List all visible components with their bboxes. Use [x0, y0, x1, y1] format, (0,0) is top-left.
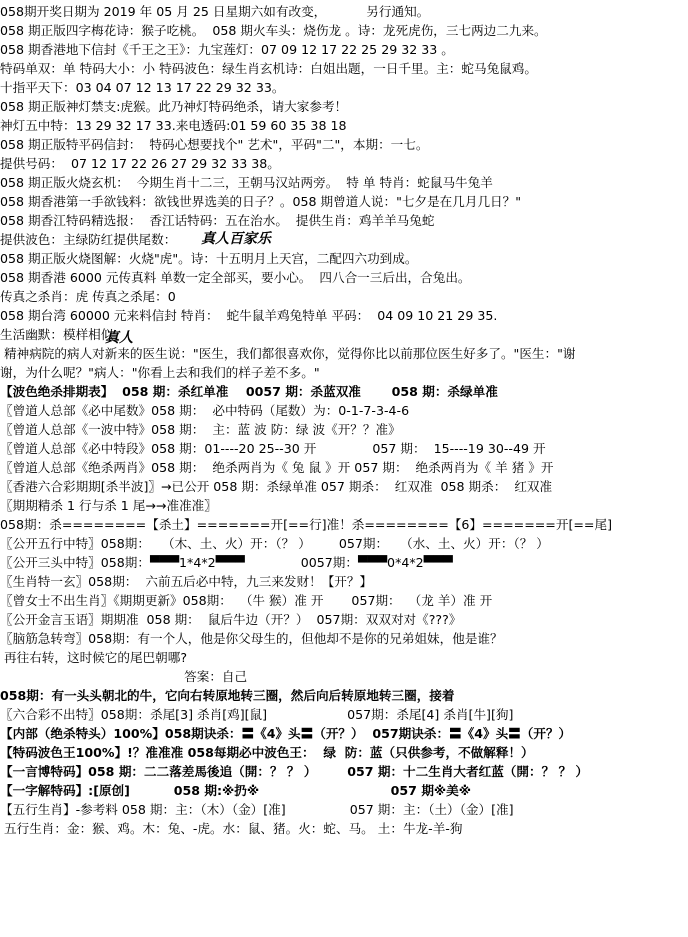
hk-envelope-line: 058 期香港地下信封《千王之王》：九宝莲灯：07 09 12 17 22 25 29 32 33 。: [0, 42, 454, 57]
wave-color-line: 提供波色：主绿防红提供尾数：: [0, 232, 177, 247]
first-hand-line: 058 期香港第一手欲钱料：欲钱世界选美的日子？。058 期曾道人说："七夕是在几月几日？": [0, 194, 522, 209]
element-mapping-line: 五行生肖：金：猴、鸡。木：兔、-虎。水：鼠、猪。火：蛇、马。 土：牛龙-羊-狗: [0, 821, 463, 836]
cow-riddle-line: 058期：有一头头朝北的牛，它向右转原地转三圈，然后向后转原地转三圈，接着: [0, 688, 455, 703]
plum-poem-line: 058 期正版四字梅花诗：猴子吃桃。 058 期火车头：烧伤龙 。诗：龙死虎伤，三七两边二九来。: [0, 23, 547, 38]
draw-date-line: 058期开奖日期为 2019 年 05 月 25 日星期六如有改变， 另行通知。: [0, 4, 430, 19]
five-elements-line: 〖公开五行中特〗058期： （木、土、火）开：（？ ） 057期： （水、土、火）开：（？ ）: [0, 536, 549, 551]
internal-kill-head-line: 【内部（绝杀特头）100%】058期诀杀：〓《4》头〓（开？） 057期诀杀：〓《4》头〓（开？）: [0, 726, 572, 741]
envelope-riddle-line: 058 期正版特平码信封： 特码心想要找个" 艺术"，平码"二"，本期：一七。: [0, 137, 429, 152]
five-element-zodiac-line: 【五行生肖】-参考料 058 期：主：（木）（金）[准] 057 期：主：（土）（金）[准]: [0, 802, 514, 817]
brain-teaser-line: 〖脑筋急转弯〗058期：有一个人，他是你父母生的，但他却不是你的兄弟姐妹，他是谁？: [0, 631, 503, 646]
fire-illustration-line: 058 期正版火烧图解：火烧"虎"。诗：十五明月上天宫，二配四六功到成。: [0, 251, 418, 266]
not-out-special-line: 〖六合彩不出特〗058期：杀尾[3] 杀肖[鸡][鼠] 057期：杀尾[4] 杀肖[牛][狗]: [0, 707, 514, 722]
handwritten-note: 真人: [105, 330, 133, 346]
zodiac-mystery-line: 〖生肖特一玄〗058期： 六前五后必中特，九三来发财！【开？】: [0, 574, 373, 589]
humor-text-line-1: 精神病院的病人对新来的医生说："医生，我们都很喜欢你，觉得你比以前那位医生好多了。"医生："谢: [0, 346, 576, 361]
number-range-line: 〖曾道人总部《必中特段》058 期：01----20 25--30 开 057 期： 15----19 30--49 开: [0, 441, 546, 456]
lamp-five-line: 神灯五中特：13 29 32 17 33.来电透码:01 59 60 35 38 18: [0, 118, 347, 133]
precise-kill-line: 〖期期精杀 1 行与杀 1 尾→→准准准〗: [0, 498, 217, 513]
provided-numbers-line: 提供号码： 07 12 17 22 26 27 29 32 33 38。: [0, 156, 280, 171]
one-word-special-line: 【一言博特码】058 期：二二落差馬後追（開：？ ？ ） 057 期：十二生肖大者红蓝（開：？ ？ ）: [0, 764, 589, 779]
ten-fingers-line: 十指平天下：03 04 07 12 13 17 22 29 32 33。: [0, 80, 285, 95]
kill-half-wave-line: 〖香港六合彩期期[杀半波]〗→已公开 058 期：杀绿单准 057 期杀： 红双准 058 期杀： 红双准: [0, 479, 553, 494]
lamp-forbidden-line: 058 期正版神灯禁支:虎猴。此乃神灯特码绝杀，请大家参考！: [0, 99, 348, 114]
kill-two-zodiac-line: 〖曾道人总部《绝杀两肖》058 期： 绝杀两肖为《 兔 鼠 》开 057 期： 绝杀两肖为《 羊 猪 》开: [0, 460, 554, 475]
three-heads-line: 〖公开三头中特〗058期：▀▀▀1*4*2▀▀▀ 0057期：▀▀▀0*4*2▀▀▀: [0, 555, 453, 570]
brain-teaser-answer-line: 答案：自己: [0, 669, 248, 684]
madam-zeng-line: 〖曾女士不出生肖〗《期期更新》058期： （牛 猴）准 开 057期： （龙 羊）准 开: [0, 593, 493, 608]
special-number-attributes-line: 特码单双：单 特码大小：小 特码波色：绿生肖玄机诗：白姐出题，一日千里。主：蛇马兔鼠鸡。: [0, 61, 537, 76]
fax-kill-line: 传真之杀肖：虎 传真之杀尾：0: [0, 289, 176, 304]
fax-material-line: 058 期香港 6000 元传真料 单数一定全部买，要小心。 四八合一三后出，合兔出。: [0, 270, 471, 285]
humor-title-line: 生活幽默：模样相似: [0, 327, 114, 342]
kill-earth-line: 058期：杀========【杀土】=======开[==行]准！杀========【6】=======开[==尾]: [0, 517, 612, 532]
golden-words-line: 〖公开金言玉语〗期期准 058 期： 鼠后牛边（开？） 057期：双双对对《???》: [0, 612, 462, 627]
xiangjiang-selection-line: 058 期香江特码精选报： 香江话特码：五在治水。 提供生肖：鸡羊羊马兔蛇: [0, 213, 435, 228]
wave-kill-schedule-line: 【波色绝杀排期表】 058 期：杀红单准 0057 期：杀蓝双准 058 期：杀绿单准: [0, 384, 498, 399]
brain-teaser-question-line: 再往右转，这时候它的尾巴朝哪?: [0, 650, 187, 665]
taiwan-envelope-line: 058 期台湾 60000 元来料信封 特肖： 蛇牛鼠羊鸡兔特单 平码： 04 09 10 21 29 35.: [0, 308, 498, 323]
tail-number-line: 〖曾道人总部《必中尾数》058 期： 必中特码（尾数）为：0-1-7-3-4-6: [0, 403, 410, 418]
one-wave-line: 〖曾道人总部《一波中特》058 期： 主：蓝 波 防：绿 波《开？？准》: [0, 422, 401, 437]
one-character-line: 【一字解特码】:[原创] 058 期:※扔※ 057 期※美※: [0, 783, 471, 798]
handwritten-stamp: 真人百家乐: [201, 231, 271, 247]
fire-mystery-line: 058 期正版火烧玄机： 今期生肖十二三，王朝马汉站两旁。 特 单 特肖：蛇鼠马牛兔羊: [0, 175, 493, 190]
wave-color-king-line: 【特码波色王100%】!？准准准 058每期必中波色王： 绿 防：蓝（只供参考，不做解释！）: [0, 745, 534, 760]
humor-text-line-2: 谢，为什么呢？"病人："你看上去和我们的样子差不多。": [0, 365, 320, 380]
